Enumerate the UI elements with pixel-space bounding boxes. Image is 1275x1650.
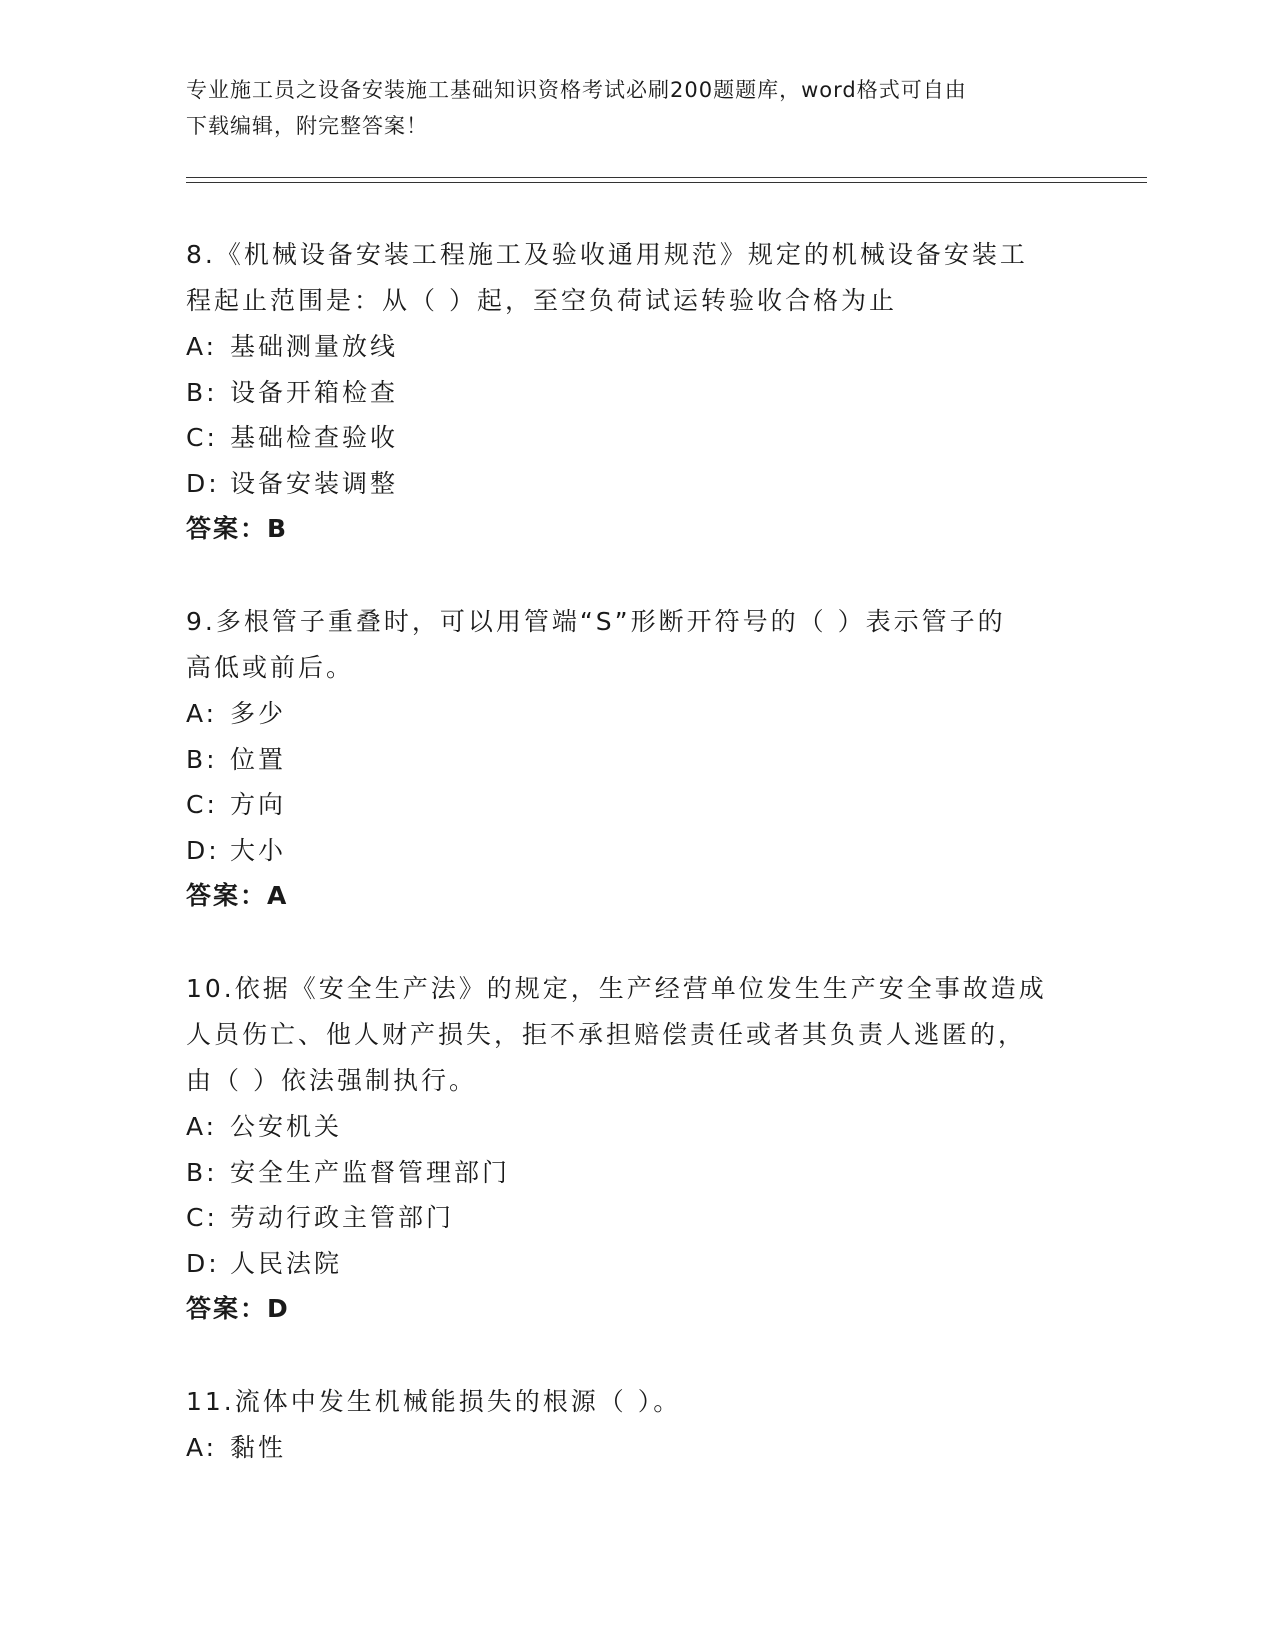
question-stem-line: 8.《机械设备安装工程施工及验收通用规范》规定的机械设备安装工	[186, 240, 1028, 269]
question-stem-line: 程起止范围是：从（ ）起，至空负荷试运转验收合格为止	[186, 286, 897, 315]
question-stem-line: 9.多根管子重叠时，可以用管端“S”形断开符号的（ ）表示管子的	[186, 607, 1006, 636]
option-a	[186, 324, 1086, 370]
option-text: 设备开箱检查	[230, 377, 399, 407]
question-8	[186, 232, 1086, 552]
option-b	[186, 737, 1086, 783]
option-text: 大小	[230, 835, 287, 865]
header-line-2: 下载编辑，附完整答案！	[186, 114, 428, 138]
question-11	[186, 1379, 1086, 1471]
option-a	[186, 1425, 1086, 1471]
option-text: 多少	[230, 699, 287, 728]
question-9	[186, 599, 1086, 919]
option-b	[186, 1150, 1086, 1196]
option-c	[186, 1195, 1086, 1241]
option-text: 劳动行政主管部门	[230, 1203, 455, 1232]
option-a	[186, 1104, 1086, 1150]
question-stem-line: 人员伤亡、他人财产损失，拒不承担赔偿责任或者其负责人逃匿的，	[186, 1020, 1027, 1049]
header-divider-top	[186, 177, 1147, 178]
option-letter: B:	[186, 744, 218, 774]
option-text: 黏性	[230, 1433, 287, 1462]
option-text: 位置	[230, 744, 287, 774]
option-text: 设备安装调整	[230, 468, 399, 498]
option-d	[186, 461, 1086, 507]
question-stem-line: 10.依据《安全生产法》的规定，生产经营单位发生生产安全事故造成	[186, 974, 1047, 1003]
option-letter: C:	[186, 423, 218, 452]
option-letter: D:	[186, 1248, 220, 1278]
option-c	[186, 415, 1086, 461]
answer: 答案：D	[186, 1294, 290, 1323]
answer: 答案：A	[186, 881, 289, 910]
option-letter: D:	[186, 468, 220, 498]
option-letter: C:	[186, 1203, 218, 1232]
option-b	[186, 370, 1086, 416]
option-text: 人民法院	[230, 1248, 343, 1278]
option-letter: C:	[186, 790, 218, 819]
question-list	[186, 232, 1086, 1518]
option-letter: A:	[186, 1433, 218, 1462]
option-letter: D:	[186, 835, 220, 865]
option-text: 安全生产监督管理部门	[230, 1157, 511, 1187]
option-a	[186, 691, 1086, 737]
question-stem-line: 11.流体中发生机械能损失的根源（ ）。	[186, 1387, 682, 1416]
question-10	[186, 966, 1086, 1332]
answer: 答案：B	[186, 514, 289, 543]
option-text: 公安机关	[230, 1112, 343, 1141]
option-text: 方向	[230, 790, 287, 819]
document-header	[186, 72, 1066, 144]
option-c	[186, 782, 1086, 828]
option-text: 基础测量放线	[230, 332, 399, 361]
option-text: 基础检查验收	[230, 423, 399, 452]
header-line-1: 专业施工员之设备安装施工基础知识资格考试必刷200题题库，word格式可自由	[186, 78, 967, 102]
option-letter: A:	[186, 699, 218, 728]
option-letter: B:	[186, 377, 218, 407]
header-divider-bottom	[186, 182, 1147, 183]
option-letter: A:	[186, 332, 218, 361]
option-letter: A:	[186, 1112, 218, 1141]
question-stem-line: 高低或前后。	[186, 653, 355, 682]
option-letter: B:	[186, 1157, 218, 1187]
question-stem-line: 由（ ）依法强制执行。	[186, 1066, 477, 1095]
option-d	[186, 828, 1086, 874]
option-d	[186, 1241, 1086, 1287]
